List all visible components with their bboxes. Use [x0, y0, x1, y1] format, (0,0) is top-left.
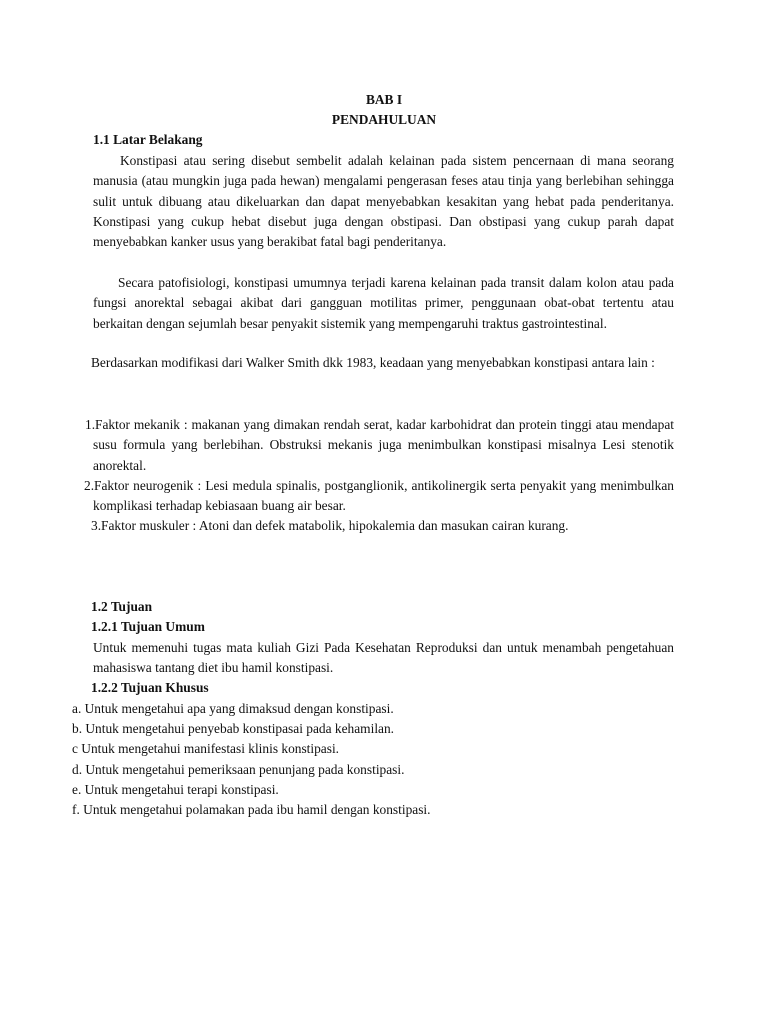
- list-item: b. Untuk mengetahui penyebab konstipasai pada kehamilan.: [72, 721, 395, 736]
- list-item: d. Untuk mengetahui pemeriksaan penunjang pada konstipasi.: [72, 762, 405, 777]
- factor-neurogenik: 2.Faktor neurogenik : Lesi medula spinalis, postganglionik, antikolinergik serta penyakit yang menimbulkan komplikasi terhadap kebiasaan buang air besar.: [84, 478, 674, 514]
- paragraph-patofisiologi: Secara patofisiologi, konstipasi umumnya terjadi karena kelainan pada transit dalam kolon atau pada fungsi anorektal sebagai akibat dari gangguan motilitas primer, penggunaan obat-obat tertentu atau berkaitan dengan sejumlah besar penyakit sistemik yang mempengaruhi traktus gastrointestinal.: [93, 275, 674, 331]
- subsection-heading-tujuan-khusus: 1.2.2 Tujuan Khusus: [91, 680, 209, 695]
- subsection-heading-tujuan-umum: 1.2.1 Tujuan Umum: [91, 619, 205, 634]
- paragraph-konstipasi: Konstipasi atau sering disebut sembelit adalah kelainan pada sistem pencernaan di mana seorang manusia (atau mungkin juga pada hewan) mengalami pengerasan feses atau tinja yang berlebihan sehingga sulit untuk dibuang atau dikeluarkan dan dapat menyebabkan kesakitan yang hebat pada penderitanya. Konstipasi yang cukup hebat disebut juga dengan obstipasi. Dan obstipasi yang cukup parah dapat menyebabkan kanker usus yang berakibat fatal bagi penderitanya.: [93, 153, 674, 250]
- factor-mekanik: 1.Faktor mekanik : makanan yang dimakan rendah serat, kadar karbohidrat dan protein tinggi atau mendapat susu formula yang berlebihan. Obstruksi mekanis juga menimbulkan konstipasi misalnya Lesi stenotik anorektal.: [85, 417, 674, 473]
- factor-muskuler: 3.Faktor muskuler : Atoni dan defek matabolik, hipokalemia dan masukan cairan kurang.: [91, 518, 569, 533]
- list-item: c Untuk mengetahui manifestasi klinis konstipasi.: [72, 741, 340, 756]
- list-item: f. Untuk mengetahui polamakan pada ibu hamil dengan konstipasi.: [72, 802, 431, 817]
- section-heading-latar-belakang: 1.1 Latar Belakang: [93, 132, 203, 147]
- list-item: a. Untuk mengetahui apa yang dimaksud dengan konstipasi.: [72, 701, 394, 716]
- paragraph-walker-smith: Berdasarkan modifikasi dari Walker Smith dkk 1983, keadaan yang menyebabkan konstipasi antara lain :: [91, 355, 655, 370]
- list-item: e. Untuk mengetahui terapi konstipasi.: [72, 782, 279, 797]
- chapter-number: BAB I: [365, 92, 403, 107]
- chapter-title: PENDAHULUAN: [331, 112, 437, 127]
- section-heading-tujuan: 1.2 Tujuan: [91, 599, 153, 614]
- paragraph-tujuan-umum: Untuk memenuhi tugas mata kuliah Gizi Pada Kesehatan Reproduksi dan untuk menambah pengetahuan mahasiswa tantang diet ibu hamil konstipasi.: [93, 640, 674, 676]
